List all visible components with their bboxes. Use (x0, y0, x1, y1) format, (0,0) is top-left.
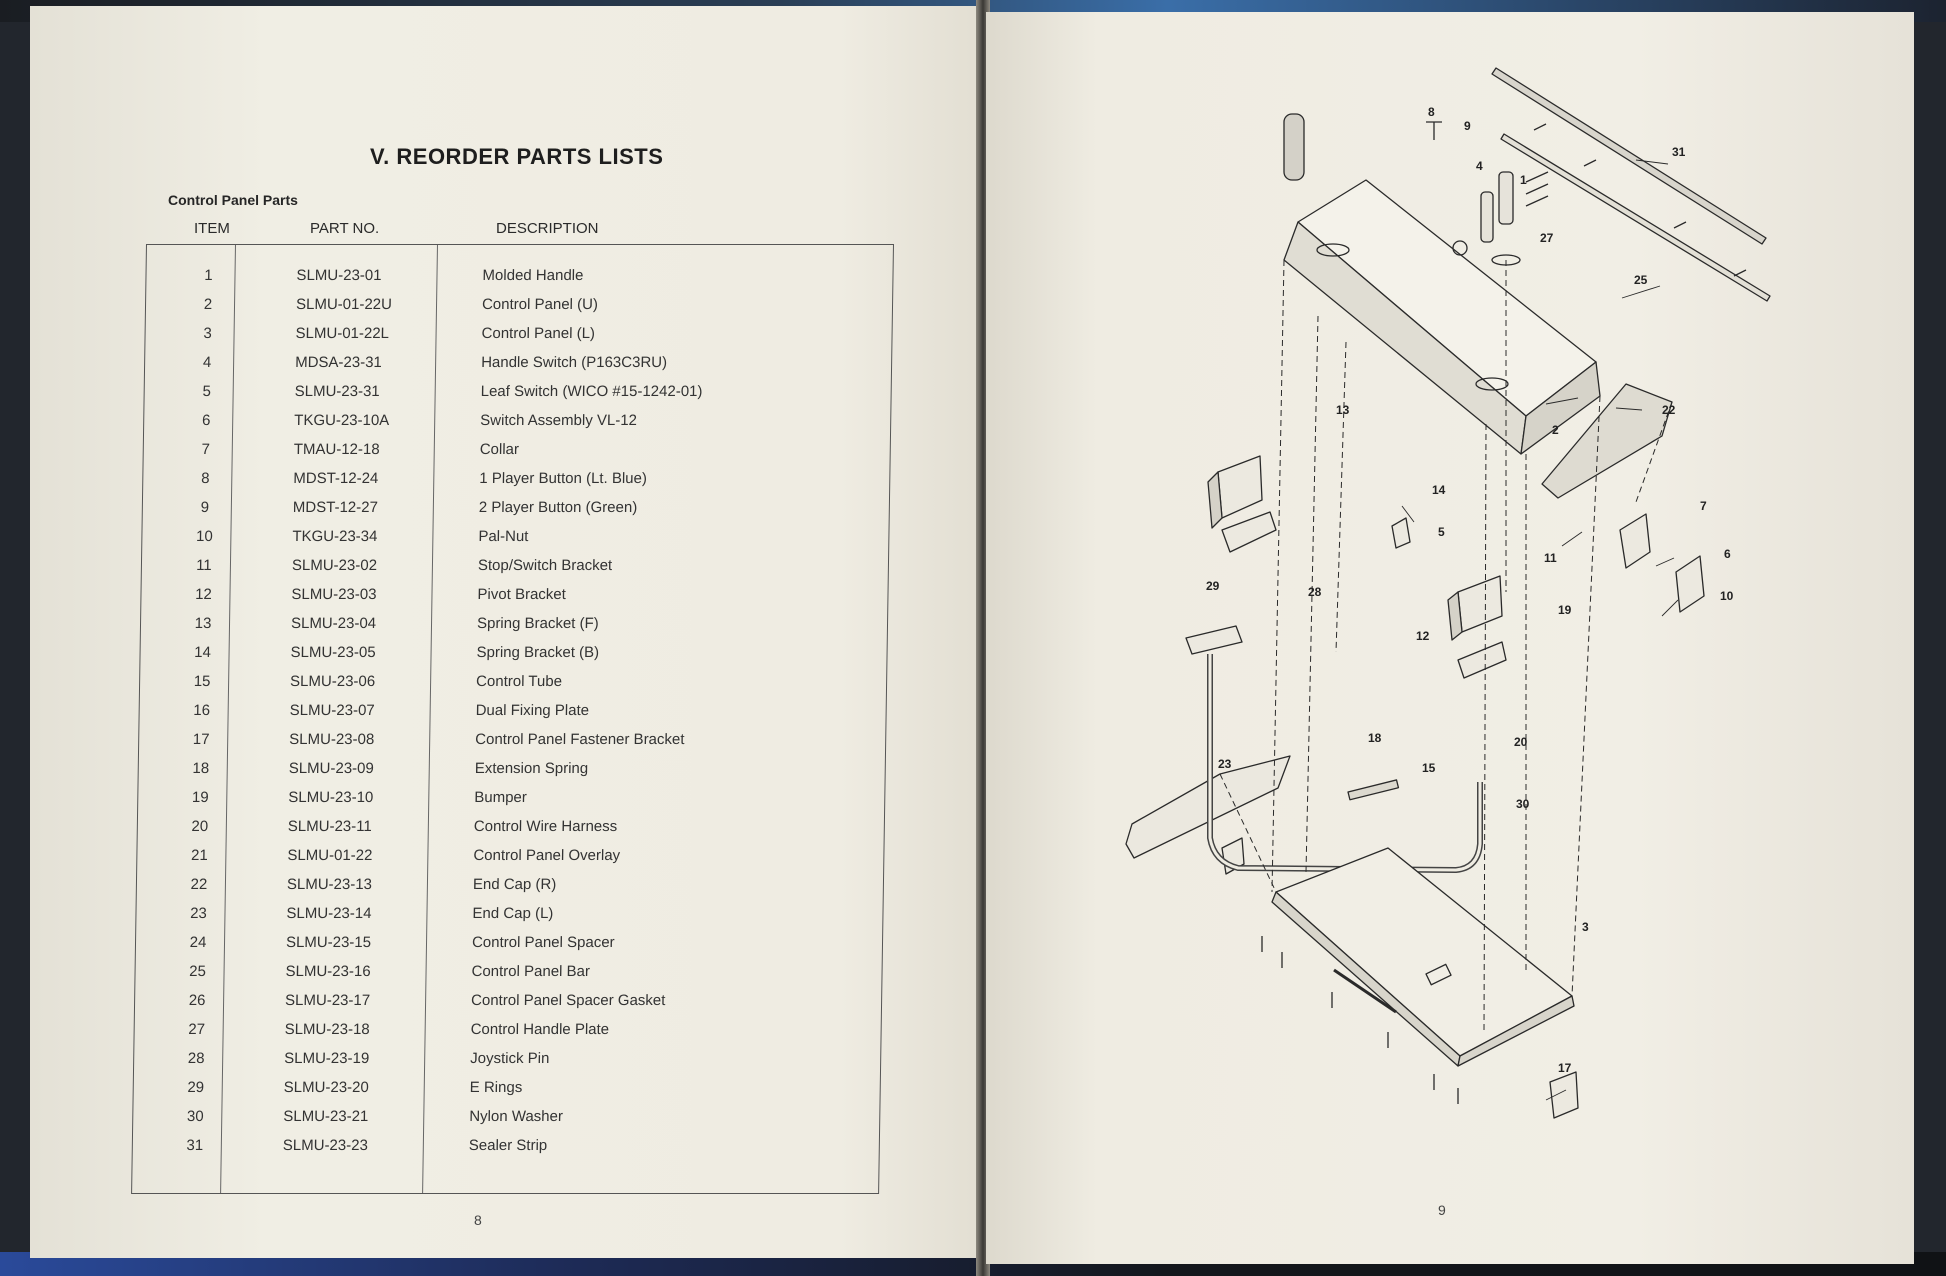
callout-label: 28 (1308, 585, 1322, 599)
callout-label: 19 (1558, 603, 1572, 617)
table-row (142, 528, 888, 557)
callout-label: 31 (1672, 145, 1686, 159)
table-row (144, 412, 890, 441)
table-cell-part-no: SLMU-23-15 (285, 934, 372, 951)
table-cell-part-no: SLMU-23-16 (285, 963, 371, 980)
table-row (139, 731, 885, 760)
table-cell-part-no: SLMU-01-22U (295, 296, 393, 313)
callout-label: 6 (1724, 547, 1731, 561)
section-title: V. REORDER PARTS LISTS (370, 144, 664, 169)
table-cell-part-no: SLMU-23-20 (283, 1079, 369, 1096)
parts-list-subtitle: Control Panel Parts (168, 192, 298, 208)
table-cell-item: 3 (203, 325, 212, 342)
callout-label: 3 (1582, 920, 1589, 934)
callout-label: 5 (1438, 525, 1445, 539)
page-number: 9 (1438, 1202, 1446, 1218)
table-row (140, 673, 886, 702)
callout-label: 1 (1520, 173, 1527, 187)
table-cell-part-no: SLMU-23-07 (289, 702, 375, 719)
table-cell-item: 6 (201, 412, 211, 429)
table-cell-description: Control Panel Spacer Gasket (470, 992, 666, 1009)
table-row (134, 1050, 880, 1079)
table-cell-description: Control Panel (U) (481, 296, 599, 313)
callout-label: 12 (1416, 629, 1430, 643)
callout-label: 4 (1476, 159, 1483, 173)
table-cell-description: 1 Player Button (Lt. Blue) (479, 470, 648, 487)
table-cell-item: 14 (194, 644, 212, 661)
table-cell-description: Handle Switch (P163C3RU) (481, 354, 668, 371)
table-cell-item: 1 (204, 267, 213, 284)
table-cell-description: E Rings (469, 1079, 523, 1096)
table-cell-description: Control Panel Fastener Bracket (475, 731, 685, 748)
table-row (138, 789, 884, 818)
table-cell-description: Bumper (474, 789, 527, 806)
table-cell-part-no: SLMU-23-08 (289, 731, 375, 748)
table-cell-part-no: SLMU-23-02 (291, 557, 378, 574)
callout-label: 23 (1218, 757, 1232, 771)
table-cell-item: 22 (190, 876, 208, 893)
table-cell-description: Control Panel Spacer (471, 934, 615, 951)
table-cell-part-no: MDSA-23-31 (295, 354, 382, 371)
table-cell-part-no: SLMU-23-04 (290, 615, 377, 632)
callout-label: 17 (1558, 1061, 1572, 1075)
table-cell-item: 18 (192, 760, 210, 777)
table-cell-item: 8 (201, 470, 210, 487)
table-cell-description: Leaf Switch (WICO #15-1242-01) (480, 383, 703, 400)
column-header-part-no: PART NO. (310, 220, 380, 237)
callout-label: 10 (1720, 589, 1734, 603)
table-row (133, 1108, 879, 1137)
callout-label: 9 (1464, 119, 1471, 133)
table-cell-description: Stop/Switch Bracket (477, 557, 613, 574)
table-cell-part-no: SLMU-23-06 (289, 673, 376, 690)
column-header-description: DESCRIPTION (496, 220, 599, 237)
table-cell-part-no: TKGU-23-34 (292, 528, 378, 545)
table-cell-description: Joystick Pin (470, 1050, 550, 1067)
table-cell-description: Extension Spring (474, 760, 589, 777)
table-cell-description: Molded Handle (482, 267, 584, 284)
table-row (140, 644, 886, 673)
callout-label: 18 (1368, 731, 1382, 745)
table-cell-description: Spring Bracket (B) (476, 644, 600, 661)
table-cell-item: 21 (190, 847, 208, 864)
table-cell-item: 11 (196, 557, 212, 574)
table-cell-description: Pivot Bracket (477, 586, 567, 603)
table-cell-description: Collar (479, 441, 520, 458)
page-number: 8 (474, 1212, 482, 1228)
table-cell-description: End Cap (R) (472, 876, 557, 893)
callout-label: 11 (1544, 551, 1557, 565)
table-cell-item: 24 (189, 934, 207, 951)
table-cell-item: 29 (187, 1079, 205, 1096)
table-cell-item: 15 (193, 673, 211, 690)
table-row (135, 992, 881, 1021)
table-cell-part-no: TMAU-12-18 (293, 441, 380, 458)
table-row (146, 267, 892, 296)
callout-label: 27 (1540, 231, 1554, 245)
table-cell-part-no: SLMU-23-18 (284, 1021, 370, 1038)
exploded-view-diagram (986, 12, 1914, 1264)
switch-bracket-parts (1186, 456, 1704, 874)
table-cell-item: 17 (192, 731, 210, 748)
table-cell-description: Dual Fixing Plate (475, 702, 590, 719)
table-cell-item: 2 (203, 296, 213, 313)
callout-label: 2 (1552, 423, 1559, 437)
table-row (136, 934, 882, 963)
table-cell-part-no: MDST-12-24 (293, 470, 379, 487)
callout-label: 22 (1662, 403, 1676, 417)
table-cell-part-no: SLMU-23-21 (283, 1108, 369, 1125)
table-row (142, 557, 888, 586)
table-cell-item: 13 (194, 615, 212, 632)
table-cell-description: Switch Assembly VL-12 (480, 412, 638, 429)
table-cell-part-no: SLMU-23-05 (290, 644, 376, 661)
table-row (134, 1021, 880, 1050)
table-cell-item: 25 (189, 963, 207, 980)
table-cell-part-no: SLMU-01-22 (287, 847, 373, 864)
table-row (145, 354, 891, 383)
table-cell-part-no: SLMU-23-09 (288, 760, 374, 777)
table-cell-description: Sealer Strip (468, 1137, 548, 1154)
table-cell-description: Control Tube (475, 673, 563, 690)
table-row (136, 905, 882, 934)
table-row (146, 296, 892, 325)
control-panel-upper-part (1284, 180, 1600, 454)
table-cell-part-no: SLMU-23-19 (284, 1050, 370, 1067)
table-cell-item: 7 (201, 441, 211, 458)
table-cell-item: 20 (191, 818, 209, 835)
table-cell-item: 31 (186, 1137, 204, 1154)
table-cell-item: 26 (188, 992, 206, 1009)
table-cell-item: 12 (195, 586, 212, 603)
table-cell-description: End Cap (L) (472, 905, 554, 922)
table-row (145, 325, 891, 354)
table-cell-item: 28 (187, 1050, 205, 1067)
parts-table (131, 244, 894, 1194)
column-header-item: ITEM (194, 220, 230, 237)
table-row (133, 1079, 879, 1108)
callout-label: 14 (1432, 483, 1446, 497)
table-row (138, 760, 884, 789)
table-cell-description: Nylon Washer (469, 1108, 564, 1125)
table-row (141, 615, 887, 644)
control-panel-lower-part (1272, 848, 1574, 1066)
table-cell-description: Control Handle Plate (470, 1021, 610, 1038)
table-cell-item: 30 (186, 1108, 204, 1125)
table-cell-description: Control Panel Bar (471, 963, 591, 980)
table-row (133, 1137, 879, 1166)
callout-label: 13 (1336, 403, 1350, 417)
table-cell-description: Control Panel (L) (481, 325, 596, 342)
table-cell-description: 2 Player Button (Green) (478, 499, 638, 516)
table-row (135, 963, 881, 992)
callout-label: 25 (1634, 273, 1648, 287)
callout-label: 8 (1428, 105, 1435, 119)
table-cell-part-no: SLMU-23-17 (284, 992, 371, 1009)
right-page (986, 12, 1914, 1264)
callout-label: 20 (1514, 735, 1528, 749)
table-cell-part-no: SLMU-23-11 (287, 818, 372, 835)
table-cell-description: Control Wire Harness (473, 818, 618, 835)
table-cell-item: 5 (202, 383, 211, 400)
table-row (144, 383, 890, 412)
callout-label: 29 (1206, 579, 1220, 593)
table-cell-part-no: MDST-12-27 (292, 499, 379, 516)
left-page (30, 6, 982, 1258)
table-cell-description: Control Panel Overlay (473, 847, 621, 864)
table-cell-item: 19 (191, 789, 209, 806)
table-cell-item: 16 (193, 702, 211, 719)
table-cell-part-no: SLMU-23-14 (286, 905, 372, 922)
table-cell-item: 10 (195, 528, 213, 545)
table-row (143, 470, 889, 499)
callout-label: 7 (1700, 499, 1707, 513)
table-cell-part-no: SLMU-23-03 (291, 586, 377, 603)
table-cell-item: 27 (188, 1021, 206, 1038)
table-row (141, 586, 887, 615)
table-cell-part-no: SLMU-23-01 (296, 267, 382, 284)
table-cell-item: 23 (190, 905, 207, 922)
table-cell-part-no: SLMU-23-10 (288, 789, 374, 806)
table-row (138, 818, 884, 847)
table-row (139, 702, 885, 731)
table-cell-part-no: TKGU-23-10A (294, 412, 390, 429)
table-row (137, 876, 883, 905)
table-cell-part-no: SLMU-23-23 (282, 1137, 369, 1154)
table-cell-item: 9 (200, 499, 210, 516)
callout-label: 15 (1422, 761, 1436, 775)
table-cell-description: Spring Bracket (F) (476, 615, 599, 632)
table-cell-part-no: SLMU-23-13 (286, 876, 373, 893)
table-cell-part-no: SLMU-01-22L (295, 325, 390, 342)
table-row (143, 499, 889, 528)
table-row (143, 441, 889, 470)
callout-label: 30 (1516, 797, 1530, 811)
table-cell-description: Pal-Nut (478, 528, 529, 545)
table-cell-part-no: SLMU-23-31 (294, 383, 380, 400)
table-row (137, 847, 883, 876)
table-cell-item: 4 (202, 354, 212, 371)
